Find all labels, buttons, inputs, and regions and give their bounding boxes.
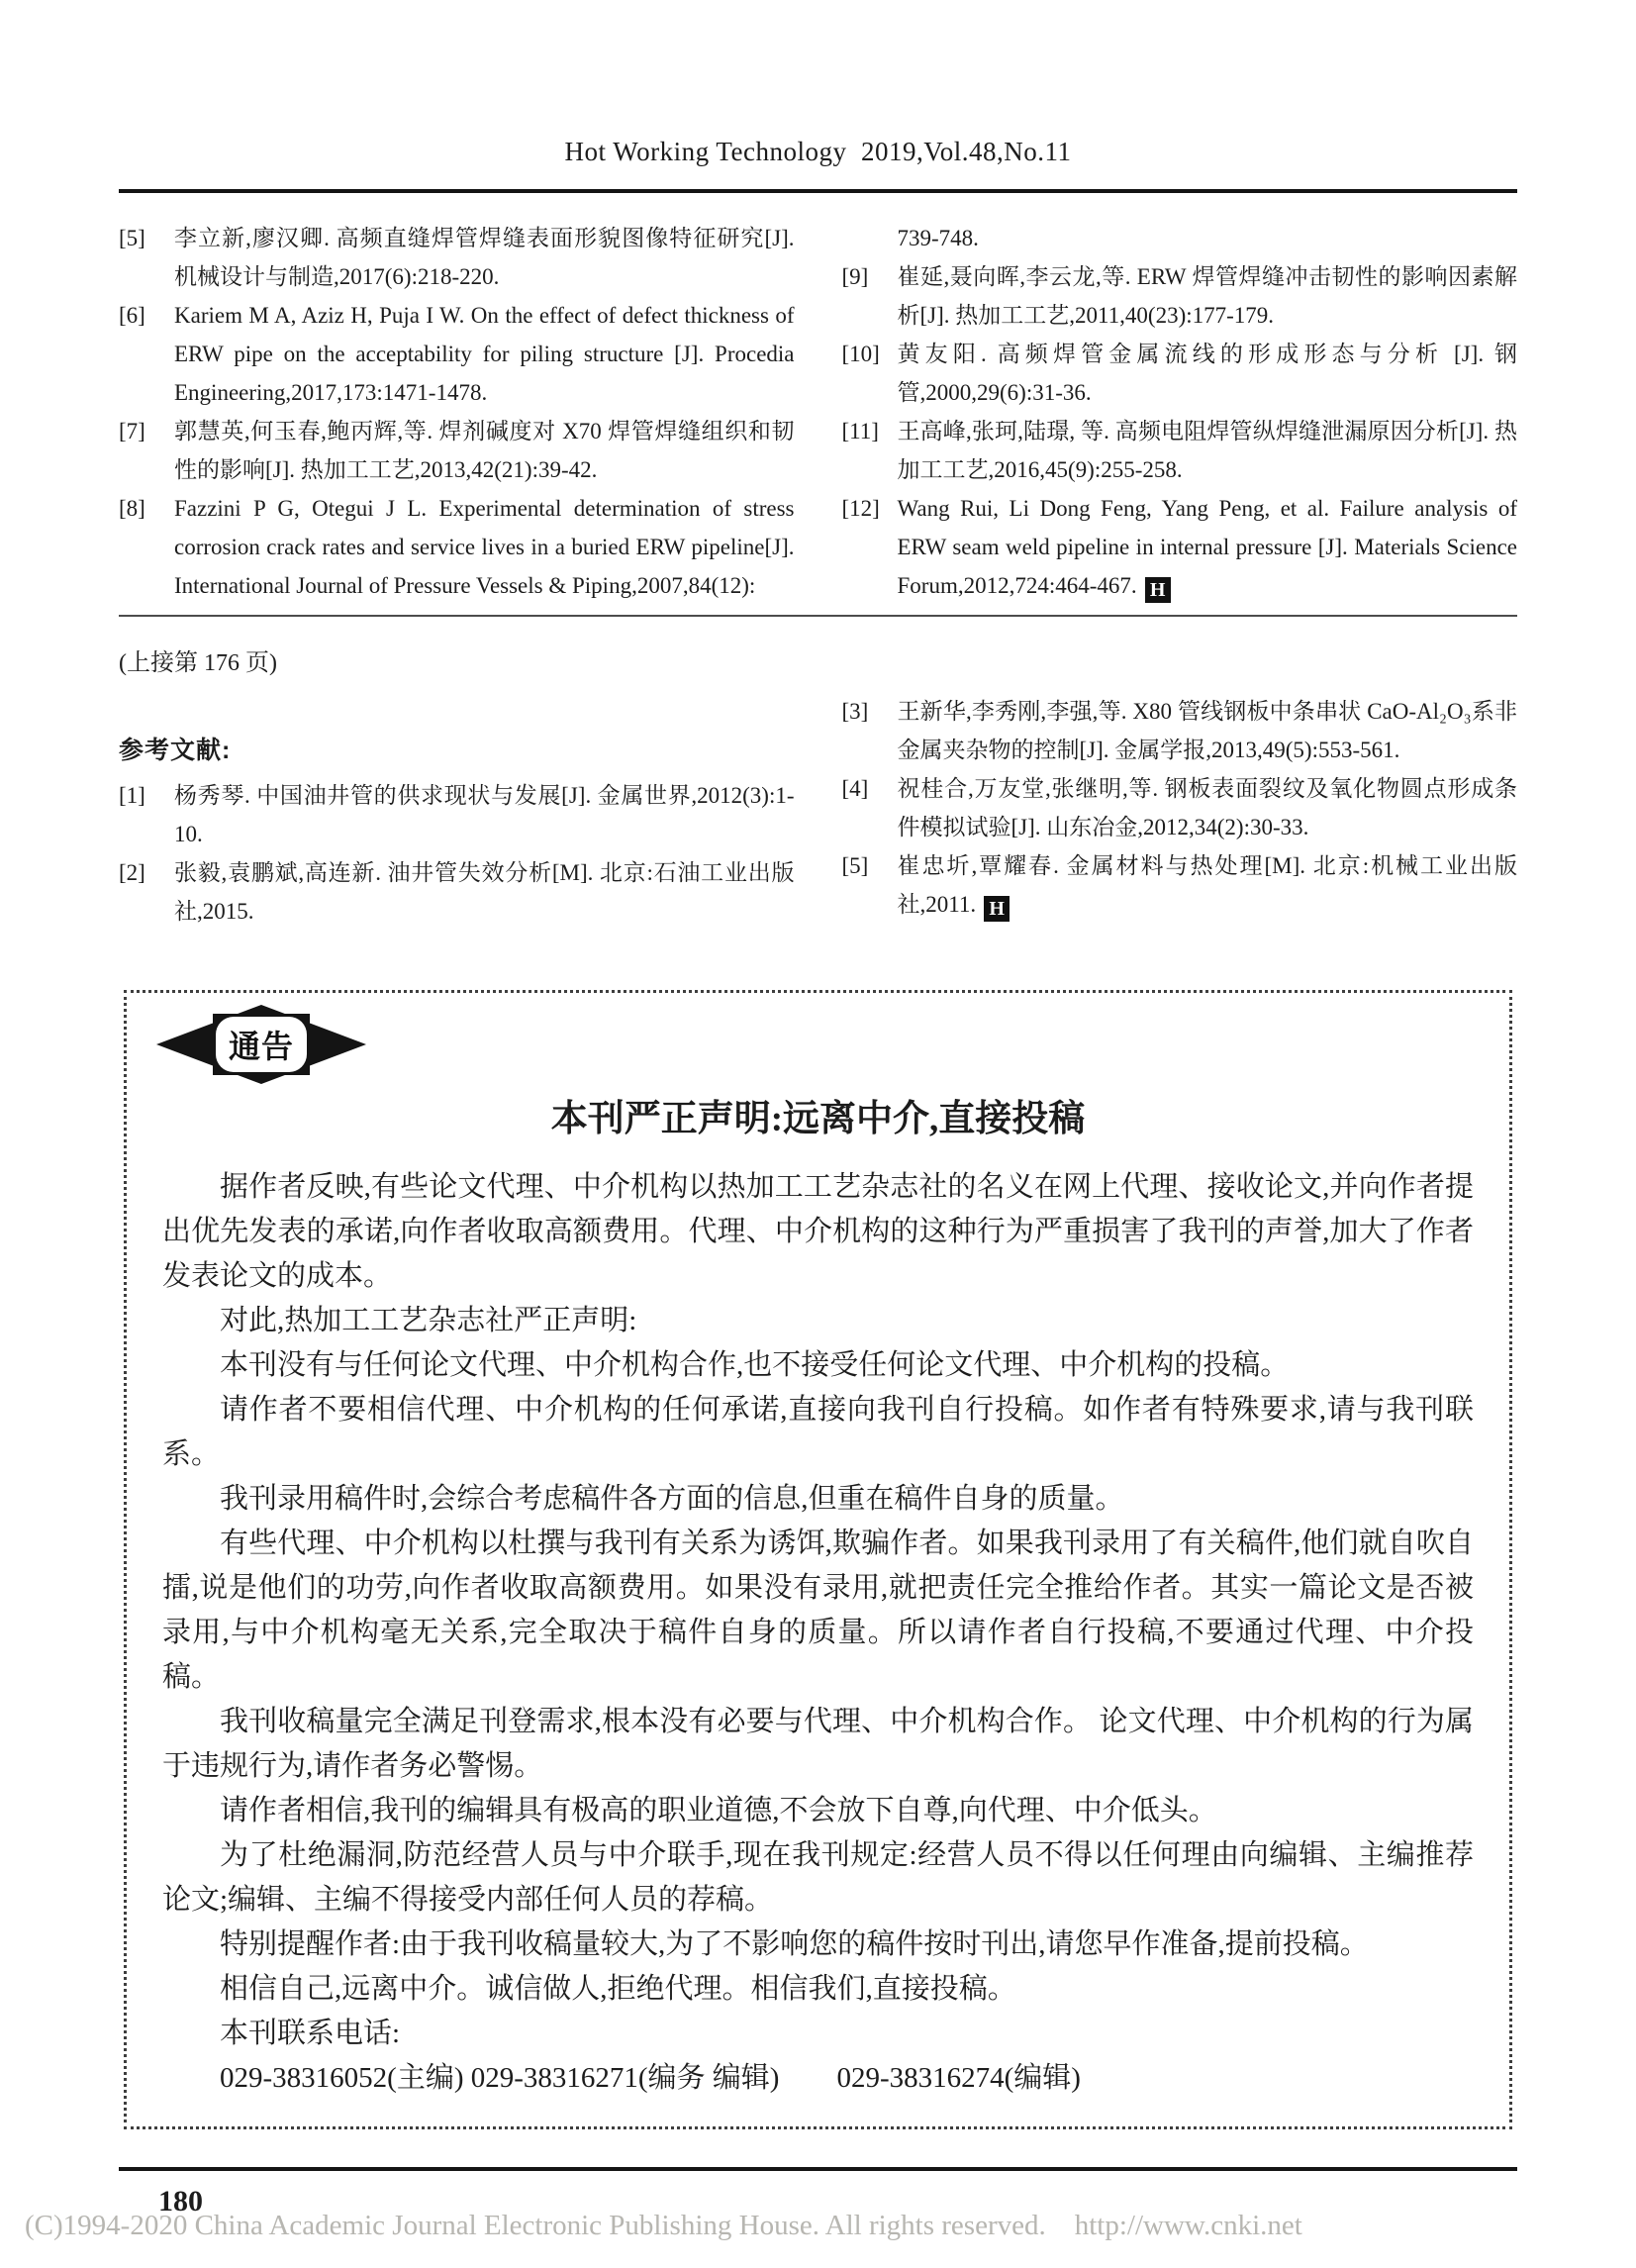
reference-item [842, 219, 1518, 257]
reference-item [842, 769, 1518, 846]
reference-number: [12] [841, 496, 880, 521]
end-of-article-icon: H [1145, 577, 1171, 603]
reference-text: 崔忠圻,覃耀春. 金属材料与热处理[M]. 北京:机械工业出版社,2011. H [897, 853, 1517, 920]
notice-paragraph: 为了杜绝漏洞,防范经营人员与中介联手,现在我刊规定:经营人员不得以任何理由向编辑、主编推荐论文;编辑、主编不得接受内部任何人员的荐稿。 [162, 1839, 1474, 1916]
notice-paragraph: 请作者相信,我刊的编辑具有极高的职业道德,不会放下自尊,向代理、中介低头。 [220, 1795, 1217, 1826]
reference-text: 张毅,袁鹏斌,高连新. 油井管失效分析[M]. 北京:石油工业出版社,2015. [174, 860, 795, 924]
page-number: 180 [158, 2185, 203, 2218]
reference-number: [4] [841, 776, 869, 801]
notice-paragraph: 本刊联系电话: [220, 2018, 401, 2049]
reference-number: [2] [119, 860, 145, 885]
notice-badge-icon [156, 1005, 366, 1084]
reference-text: Kariem M A, Aziz H, Puja I W. On the effect of defect thickness of ERW pipe on the acceptability for piling structure [J]. Procedia Engineering,2017,173:1471-1478. [174, 303, 795, 405]
references-heading: 参考文献: [119, 737, 232, 764]
reference-number: [8] [119, 496, 145, 521]
reference-text: 李立新,廖汉卿. 高频直缝焊管焊缝表面形貌图像特征研究[J]. 机械设计与制造,2017(6):218-220. [174, 226, 795, 289]
reference-number [842, 219, 898, 257]
references-top-section [119, 219, 1517, 605]
reference-item [119, 412, 795, 489]
references-top-right-column [842, 219, 1518, 605]
continuation-left-refs [119, 776, 795, 931]
notice-paragraph: 我刊录用稿件时,会综合考虑稿件各方面的信息,但重在稿件自身的质量。 [220, 1483, 1124, 1515]
reference-text: 黄友阳. 高频焊管金属流线的形成形态与分析 [J]. 钢管,2000,29(6):31-36. [897, 342, 1517, 405]
journal-header: Hot Working Technology 2019,Vol.48,No.11 [564, 137, 1072, 166]
reference-text: 杨秀琴. 中国油井管的供求现状与发展[J]. 金属世界,2012(3):1-10. [174, 783, 795, 846]
continuation-right-refs [842, 692, 1518, 931]
reference-item [842, 257, 1518, 335]
notice-paragraph: 对此,热加工工艺杂志社严正声明: [220, 1305, 637, 1336]
notice-paragraph: 有些代理、中介机构以杜撰与我刊有关系为诱饵,欺骗作者。如果我刊录用了有关稿件,他们就自吹自擂,说是他们的功劳,向作者收取高额费用。如果没有录用,就把责任完全推给作者。其实一篇论文是否被录用,与中介机构毫无关系,完全取决于稿件自身的质量。所以请作者自行投稿,不要通过代理、中介投稿。 [162, 1528, 1474, 1693]
notice-body [162, 1165, 1474, 2056]
notice-paragraph: 我刊收稿量完全满足刊登需求,根本没有必要与代理、中介机构合作。 论文代理、中介机构的行为属于违规行为,请作者务必警惕。 [162, 1706, 1474, 1782]
notice-paragraph: 特别提醒作者:由于我刊收稿量较大,为了不影响您的稿件按时刊出,请您早作准备,提前投稿。 [220, 1928, 1369, 1960]
section-divider [119, 615, 1517, 617]
end-of-article-icon: H [984, 896, 1010, 922]
reference-item [842, 846, 1518, 924]
reference-text: 王高峰,张珂,陆璟, 等. 高频电阻焊管纵焊缝泄漏原因分析[J]. 热加工工艺,2016,45(9):255-258. [897, 419, 1517, 482]
reference-text: Fazzini P G, Otegui J L. Experimental determination of stress corrosion crack rates and service lives in a buried ERW pipeline[J]. International Journal of Pressure Vessels & Piping,2007,84(12): [174, 496, 795, 598]
reference-text: 739-748. [897, 226, 979, 250]
notice-paragraph: 据作者反映,有些论文代理、中介机构以热加工工艺杂志社的名义在网上代理、接收论文,并向作者提出优先发表的承诺,向作者收取高额费用。代理、中介机构的这种行为严重损害了我刊的声誉,加大了作者发表论文的成本。 [162, 1171, 1474, 1292]
reference-item [119, 489, 795, 605]
reference-number: [1] [119, 783, 145, 808]
reference-item [842, 335, 1518, 412]
reference-number: [5] [119, 226, 145, 250]
reference-number: [6] [119, 303, 145, 328]
reference-item [119, 219, 795, 296]
badge-oval-shape [216, 1017, 307, 1072]
reference-number: [10] [841, 342, 880, 366]
reference-item [842, 692, 1518, 769]
notice-paragraph: 本刊没有与任何论文代理、中介机构合作,也不接受任何论文代理、中介机构的投稿。 [220, 1349, 1290, 1381]
copyright-watermark: (C)1994-2020 China Academic Journal Electronic Publishing House. All rights reserved. http://www.cnki.net [25, 2210, 1302, 2241]
notice-paragraph: 相信自己,远离中介。诚信做人,拒绝代理。相信我们,直接投稿。 [220, 1973, 1016, 2005]
continuation-section [119, 644, 1517, 931]
header-rule [119, 189, 1517, 193]
continuation-left-column [119, 644, 795, 931]
reference-item [842, 489, 1518, 605]
reference-text: 王新华,李秀刚,李强,等. X80 管线钢板中条串状 CaO-Al₂O₃系非金属夹杂物的控制[J]. 金属学报,2013,49(5):553-561. [897, 699, 1517, 762]
reference-number: [11] [841, 419, 879, 444]
reference-item [119, 776, 795, 853]
reference-number: [5] [841, 853, 869, 878]
continued-from-note: (上接第 176 页) [119, 650, 277, 676]
notice-title: 本刊严正声明:远离中介,直接投稿 [550, 1099, 1086, 1139]
notice-box [124, 990, 1512, 2129]
notice-paragraph: 请作者不要相信代理、中介机构的任何承诺,直接向我刊自行投稿。如作者有特殊要求,请与我刊联系。 [162, 1394, 1474, 1470]
reference-text: 祝桂合,万友堂,张继明,等. 钢板表面裂纹及氧化物圆点形成条件模拟试验[J]. 山东冶金,2012,34(2):30-33. [897, 776, 1517, 839]
notice-phone-line: 029-38316052(主编) 029-38316271(编务 编辑) 029-38316274(编辑) [220, 2062, 1081, 2094]
reference-text: 郭慧英,何玉春,鲍丙辉,等. 焊剂碱度对 X70 焊管焊缝组织和韧性的影响[J]. 热加工工艺,2013,42(21):39-42. [174, 419, 795, 482]
notice-badge-label: 通告 [228, 1029, 294, 1064]
reference-number: [7] [119, 419, 145, 444]
references-top-left-column [119, 219, 795, 605]
reference-number: [3] [841, 699, 869, 724]
reference-item [119, 853, 795, 931]
footer-rule [119, 2167, 1517, 2171]
reference-number: [9] [841, 264, 869, 289]
reference-item [842, 412, 1518, 489]
reference-text: Wang Rui, Li Dong Feng, Yang Peng, et al. Failure analysis of ERW seam weld pipeline in internal pressure [J]. Materials Science Forum,2012,724:464-467. H [897, 496, 1517, 601]
reference-item [119, 296, 795, 412]
reference-text: 崔延,聂向晖,李云龙,等. ERW 焊管焊缝冲击韧性的影响因素解析[J]. 热加工工艺,2011,40(23):177-179. [897, 264, 1517, 328]
